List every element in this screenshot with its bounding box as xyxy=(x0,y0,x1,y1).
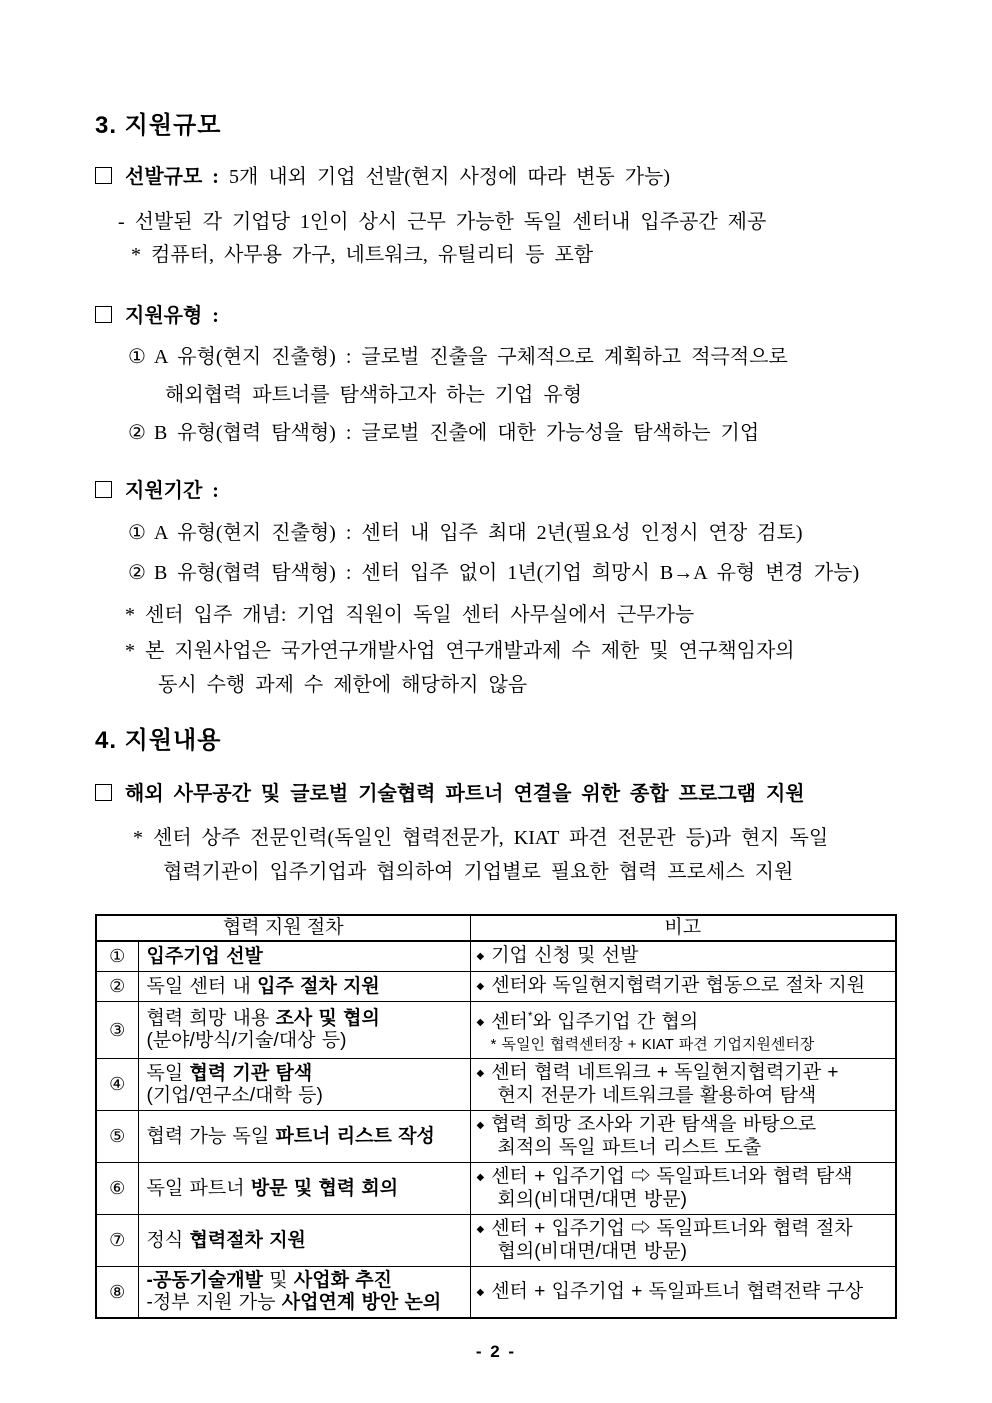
row-procedure xyxy=(138,941,470,972)
note-text: 기업 신청 및 선발 xyxy=(491,945,639,966)
note-line xyxy=(477,1166,890,1189)
table-row xyxy=(96,972,896,1002)
procedure-text: 정식 xyxy=(146,1229,190,1251)
note-text: 센터 + 입주기업 ⇨ 독일파트너와 협력 절차 xyxy=(491,1218,853,1240)
procedure-text-bold: 조사 및 협의 xyxy=(275,1008,380,1030)
type-b-text: B 유형(협력 탐색형) : 글로벌 진출에 대한 가능성을 탐색하는 기업 xyxy=(153,422,760,444)
note-line2: 최적의 독일 파트너 리스트 도출 xyxy=(497,1137,762,1159)
row-procedure xyxy=(138,1215,470,1267)
procedure-text-bold: 방문 및 협력 회의 xyxy=(250,1177,399,1199)
procedure-text: 입주기업 선발 xyxy=(146,945,263,967)
note-line xyxy=(477,1114,890,1137)
checkbox-icon xyxy=(95,784,112,801)
procedure-text-bold: -공동기술개발 xyxy=(146,1270,263,1292)
table-row xyxy=(96,1111,896,1163)
period-note2-line1: * 본 지원사업은 국가연구개발사업 연구개발과제 수 제한 및 연구책임자의 xyxy=(125,640,795,662)
table-row xyxy=(96,1215,896,1267)
period-note1: * 센터 입주 개념: 기업 직원이 독일 센터 사무실에서 근무가능 xyxy=(125,604,695,626)
note-line xyxy=(477,1281,890,1304)
diamond-bullet-icon: ◆ xyxy=(476,951,485,962)
procedure-text: 독일 xyxy=(146,1062,190,1084)
row-number: ⑤ xyxy=(96,1111,138,1163)
overview-text: 해외 사무공간 및 글로벌 기술협력 파트너 연결을 위한 종합 프로그램 지원 xyxy=(125,783,805,805)
row-number: ⑧ xyxy=(96,1267,138,1319)
procedure-line2 xyxy=(147,1292,462,1314)
type-a-line1 xyxy=(128,344,897,371)
row-procedure xyxy=(138,972,470,1002)
row-procedure xyxy=(138,1002,470,1059)
table-row xyxy=(96,1267,896,1319)
row-note xyxy=(470,1215,896,1267)
procedure-text: -정부 지원 가능 xyxy=(146,1292,282,1314)
type-a-text1: A 유형(현지 진출형) : 글로벌 진출을 구체적으로 계획하고 적극적으로 xyxy=(153,346,788,368)
page-number: - 2 - xyxy=(475,1342,517,1362)
support-types-line xyxy=(95,303,897,330)
table-header-procedure: 협력 지원 절차 xyxy=(96,915,470,941)
note-text: 센터와 독일현지협력기관 협동으로 절차 지원 xyxy=(491,975,866,996)
selection-scale-sub1: - 선발된 각 기업당 1인이 상시 근무 가능한 독일 센터내 입주공간 제공 xyxy=(118,211,767,233)
row-note xyxy=(470,1163,896,1215)
row-note xyxy=(470,941,896,972)
note-text: 와 입주기업 간 협의 xyxy=(532,1011,699,1033)
period-type-a-text: A 유형(현지 진출형) : 센터 내 입주 최대 2년(필요성 인정시 연장 검토) xyxy=(153,522,803,544)
note-text: 센터 xyxy=(491,1011,528,1033)
row-procedure xyxy=(138,1163,470,1215)
diamond-bullet-icon: ◆ xyxy=(476,1172,485,1184)
support-period-line xyxy=(95,478,897,505)
note-line2: 회의(비대면/대면 방문) xyxy=(497,1189,687,1211)
diamond-bullet-icon: ◆ xyxy=(476,981,485,992)
procedure-text: 독일 파트너 xyxy=(146,1177,251,1199)
note-text: 센터 협력 네트워크 + 독일현지협력기관 + xyxy=(491,1062,839,1084)
note-text: 센터 + 입주기업 + 독일파트너 협력전략 구상 xyxy=(491,1280,864,1302)
period-type-b-line xyxy=(128,560,897,587)
procedure-text: 및 xyxy=(262,1270,294,1292)
row-procedure xyxy=(138,1111,470,1163)
selection-scale-line xyxy=(95,164,897,191)
row-number: ③ xyxy=(96,1002,138,1059)
procedure-text: 협력 희망 내용 xyxy=(146,1008,276,1030)
circled-2-icon: ② xyxy=(128,422,146,444)
table-row xyxy=(96,1163,896,1215)
period-type-a-line xyxy=(128,520,897,547)
diamond-bullet-icon: ◆ xyxy=(476,1017,485,1029)
circled-2-icon: ② xyxy=(128,562,146,584)
procedure-text-bold: 사업연계 방안 논의 xyxy=(281,1292,442,1314)
row-number: ⑦ xyxy=(96,1215,138,1267)
type-b-line xyxy=(128,420,897,447)
procedure-text: 독일 센터 내 xyxy=(146,975,258,997)
support-types-label: 지원유형 : xyxy=(125,305,219,327)
procedure-line2: (기업/연구소/대학 등) xyxy=(146,1084,323,1106)
table-header-row xyxy=(96,915,896,941)
procedure-text: 협력 가능 독일 xyxy=(146,1125,276,1147)
note-text: 센터 + 입주기업 ⇨ 독일파트너와 협력 탐색 xyxy=(491,1166,853,1188)
note-line2: 협의(비대면/대면 방문) xyxy=(497,1241,687,1263)
row-procedure xyxy=(138,1267,470,1319)
row-procedure xyxy=(138,1059,470,1111)
diamond-bullet-icon: ◆ xyxy=(476,1120,485,1132)
overview-line xyxy=(95,781,897,808)
table-row xyxy=(96,1059,896,1111)
note-line xyxy=(477,945,890,968)
row-note xyxy=(470,1267,896,1319)
row-number: ② xyxy=(96,972,138,1002)
procedure-text-bold: 입주 절차 지원 xyxy=(257,975,380,997)
period-note2-line2: 동시 수행 과제 수 제한에 해당하지 않음 xyxy=(158,674,528,696)
procedure-line1 xyxy=(147,1063,462,1085)
note-small-line: * 독일인 협력센터장 + KIAT 파견 기업지원센터장 xyxy=(490,1036,815,1054)
row-note xyxy=(470,1059,896,1111)
overview-note-line1: * 센터 상주 전문인력(독일인 협력전문가, KIAT 파견 전문관 등)과 현지 독일 xyxy=(133,827,829,849)
note-superscript: * xyxy=(527,1009,533,1023)
note-line xyxy=(477,1005,890,1034)
checkbox-icon xyxy=(95,481,112,498)
procedure-line2: (분야/방식/기술/대상 등) xyxy=(146,1030,347,1052)
period-type-b-text: B 유형(협력 탐색형) : 센터 입주 없이 1년(기업 희망시 B→A 유형 변경 가능) xyxy=(153,562,860,584)
procedure-line1 xyxy=(147,1008,462,1030)
selection-scale-value: 5개 내외 기업 선발(현지 사정에 따라 변동 가능) xyxy=(228,166,671,188)
table-row xyxy=(96,941,896,972)
overview-note-line2: 협력기관이 입주기업과 협의하여 기업별로 필요한 협력 프로세스 지원 xyxy=(163,861,794,883)
row-number: ④ xyxy=(96,1059,138,1111)
procedure-line1 xyxy=(147,1270,462,1292)
table-row xyxy=(96,1002,896,1059)
diamond-bullet-icon: ◆ xyxy=(476,1224,485,1236)
checkbox-icon xyxy=(95,167,112,184)
note-text: 협력 희망 조사와 기관 탐색을 바탕으로 xyxy=(491,1114,817,1136)
circled-1-icon: ① xyxy=(128,346,146,368)
selection-scale-label: 선발규모 : xyxy=(125,166,219,188)
row-number: ① xyxy=(96,941,138,972)
row-note xyxy=(470,1002,896,1059)
procedure-text-bold: 사업화 추진 xyxy=(293,1270,392,1292)
row-number: ⑥ xyxy=(96,1163,138,1215)
selection-scale-sub2: * 컴퓨터, 사무용 가구, 네트워크, 유틸리티 등 포함 xyxy=(131,244,594,266)
support-period-label: 지원기간 : xyxy=(125,480,219,502)
circled-1-icon: ① xyxy=(128,522,146,544)
note-line2: 현지 전문가 네트워크를 활용하여 탐색 xyxy=(497,1085,817,1107)
table-header-note: 비고 xyxy=(470,915,896,941)
cooperation-procedure-table xyxy=(95,914,897,1319)
section-3-title: 3. 지원규모 xyxy=(95,112,222,139)
diamond-bullet-icon: ◆ xyxy=(476,1286,485,1298)
procedure-text-bold: 협력 기관 탐색 xyxy=(189,1062,313,1084)
note-line xyxy=(477,975,890,998)
procedure-text-bold: 파트너 리스트 작성 xyxy=(275,1125,435,1147)
row-note xyxy=(470,1111,896,1163)
section-4-title: 4. 지원내용 xyxy=(95,727,222,754)
checkbox-icon xyxy=(95,306,112,323)
note-line xyxy=(477,1218,890,1241)
row-note xyxy=(470,972,896,1002)
diamond-bullet-icon: ◆ xyxy=(476,1068,485,1080)
procedure-text-bold: 협력절차 지원 xyxy=(189,1229,306,1251)
type-a-line2: 해외협력 파트너를 탐색하고자 하는 기업 유형 xyxy=(165,384,583,406)
note-line xyxy=(477,1062,890,1085)
